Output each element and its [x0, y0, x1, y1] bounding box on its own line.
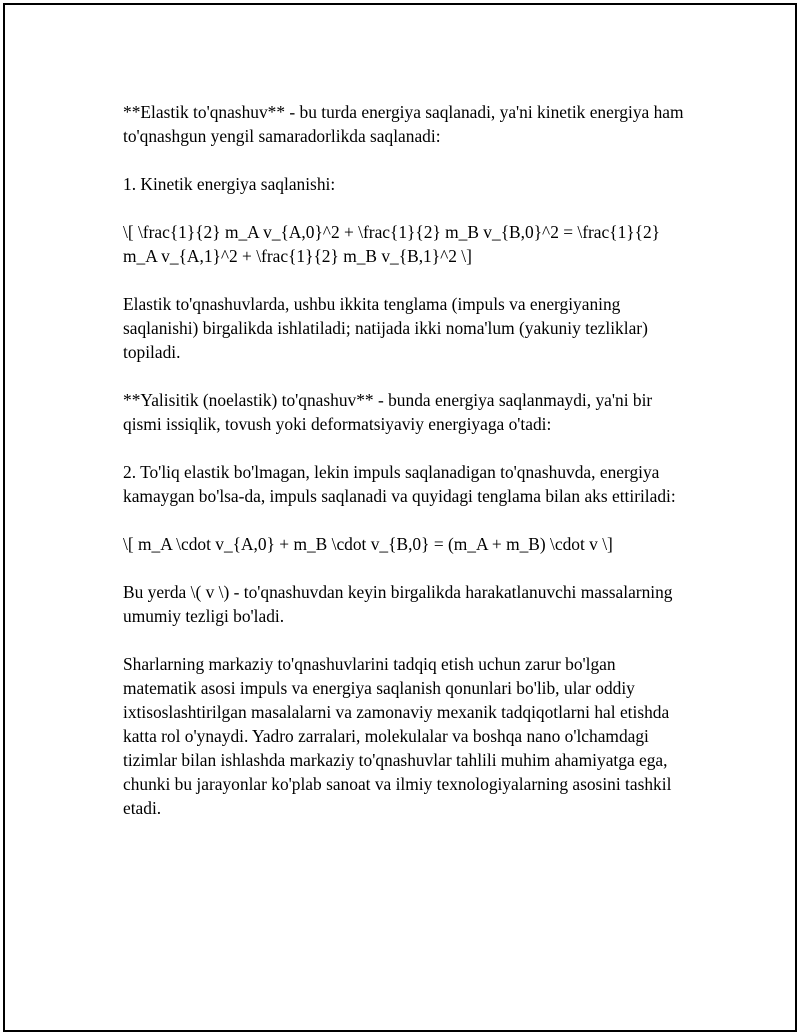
paragraph-conclusion: Sharlarning markaziy to'qnashuvlarini tadqiq etish uchun zarur bo'lgan matematik asosi impuls va energiya saqlanish qonunlari bo'lib, ular oddiy ixtisoslashtirilgan masalalarni va zamonaviy mexanik tadqiqotlarni hal etishda katta rol o'ynaydi. Yadro zarralari, molekulalar va boshqa nano o'lchamdagi tizimlar bilan ishlashda markaziy to'qnashuvlar tahlili muhim ahamiyatga ega, chunki bu jarayonlar ko'plab sanoat va ilmiy texnologiyalarning asosini tashkil etadi.: [123, 654, 672, 818]
page-frame: [3, 3, 797, 1032]
paragraph-elastic-explanation: Elastik to'qnashuvlarda, ushbu ikkita tenglama (impuls va energiyaning saqlanishi) birgalikda ishlatiladi; natijada ikki noma'lum (yakuniy tezliklar) topiladi.: [123, 294, 648, 362]
paragraph-elastic-intro: **Elastik to'qnashuv** - bu turda energiya saqlanadi, ya'ni kinetik energiya ham to'qnashgun yengil samaradorlikda saqlanadi:: [123, 102, 684, 146]
paragraph-kinetic-heading: 1. Kinetik energiya saqlanishi:: [123, 174, 336, 194]
equation-kinetic-energy: \[ \frac{1}{2} m_A v_{A,0}^2 + \frac{1}{2} m_B v_{B,0}^2 = \frac{1}{2} m_A v_{A,1}^2 + \frac{1}{2} m_B v_{B,1}^2 \]: [123, 222, 661, 266]
paragraph-momentum-heading: 2. To'liq elastik bo'lmagan, lekin impuls saqlanadigan to'qnashuvda, energiya kamaygan bo'lsa-da, impuls saqlanadi va quyidagi tenglama bilan aks ettiriladi:: [123, 462, 676, 506]
paragraph-velocity-note: Bu yerda \( v \) - to'qnashuvdan keyin birgalikda harakatlanuvchi massalarning umumiy tezligi bo'ladi.: [123, 582, 673, 626]
paragraph-inelastic-intro: **Yalisitik (noelastik) to'qnashuv** - bunda energiya saqlanmaydi, ya'ni bir qismi issiqlik, tovush yoki deformatsiyaviy energiyaga o'tadi:: [123, 390, 653, 434]
document-body: [123, 100, 693, 844]
equation-momentum: \[ m_A \cdot v_{A,0} + m_B \cdot v_{B,0} = (m_A + m_B) \cdot v \]: [123, 534, 613, 554]
